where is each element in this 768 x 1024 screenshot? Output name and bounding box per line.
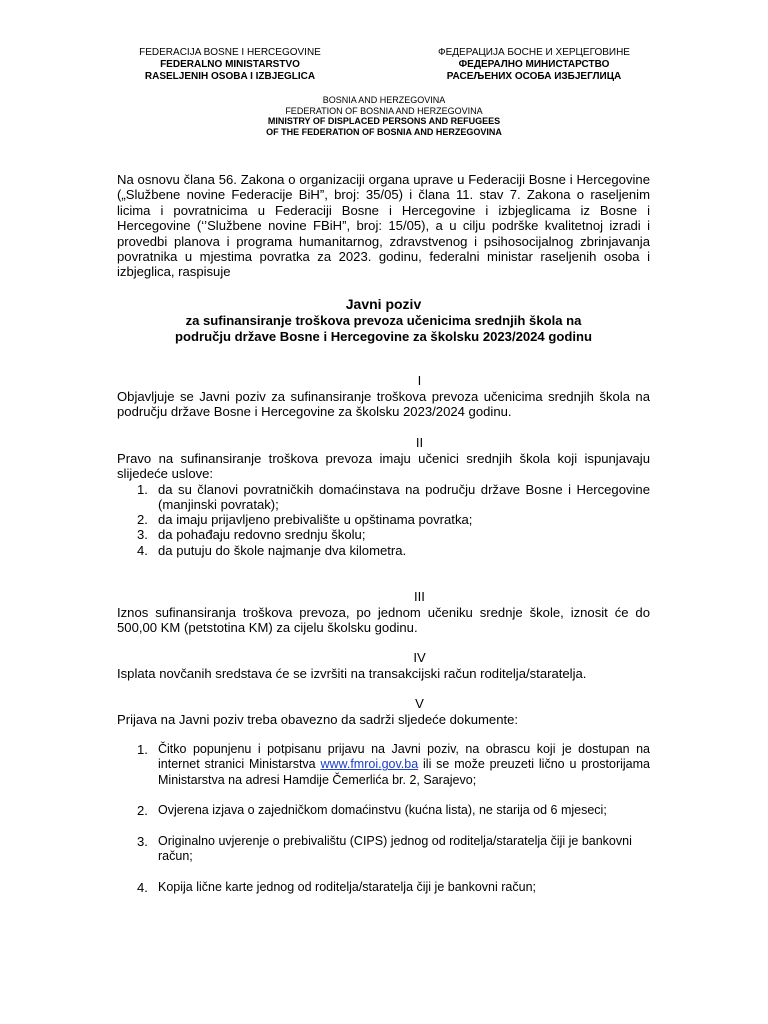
list-item-text: da pohađaju redovno srednju školu;: [158, 527, 366, 542]
header-right-line-3: РАСЕЉЕНИХ ОСОБА ИЗБЈЕГЛИЦА: [446, 71, 622, 82]
section-4-text: Isplata novčanih sredstava će se izvršiti na transakcijski račun roditelja/staratelja.: [117, 666, 587, 681]
subtitle-line-1: za sufinansiranje troškova prevoza učenicima srednjih škola na: [185, 313, 582, 328]
section-1-number: I: [417, 373, 422, 388]
ministry-website-link[interactable]: www.fmroi.gov.ba: [320, 757, 419, 772]
list-item: [117, 512, 650, 528]
section-5-number: V: [415, 696, 424, 711]
list-item-number: 2.: [137, 803, 148, 818]
list-item-text-after-link: ili se može preuzeti lično u prostorijama Ministarstva na adresi Hamdije Čemerlića br. 2, Sarajevo;: [158, 757, 650, 787]
section-2-text: Pravo na sufinansiranje troškova prevoza imaju učenici srednjih škola koji ispunjavaju slijedeće uslove:: [117, 451, 650, 482]
list-item-text: da putuju do škole najmanje dva kilometra.: [158, 543, 407, 558]
subtitle-line-2: području države Bosne i Hercegovine za školsku 2023/2024 godinu: [175, 329, 592, 344]
section-1-text: Objavljuje se Javni poziv za sufinansiranje troškova prevoza učenicima srednjih škola na području države Bosne i Hercegovine za školsku 2023/2024 godinu.: [117, 389, 650, 420]
list-item-text: Originalno uvjerenje o prebivalištu (CIPS) jednog od roditelja/staratelja čiji je bankovni račun;: [158, 834, 632, 864]
list-item: [117, 803, 650, 819]
header-left-line-3: RASELJENIH OSOBA I IZBJEGLICA: [144, 71, 316, 82]
list-item-text: Kopija lične karte jednog od roditelja/staratelja čiji je bankovni račun;: [158, 880, 536, 894]
list-item-number: 2.: [137, 512, 148, 527]
list-item-text: [158, 742, 650, 788]
header-center-english: [0, 95, 768, 137]
section-4-number: IV: [413, 650, 426, 665]
list-item: [117, 543, 650, 559]
list-item-number: 3.: [137, 834, 148, 849]
list-item: [117, 742, 650, 790]
list-item-number: 4.: [137, 543, 148, 558]
list-item-text: da su članovi povratničkih domaćinstava na području države Bosne i Hercegovine (manjinski povratak);: [158, 482, 650, 513]
header-center-line-3: MINISTRY OF DISPLACED PERSONS AND REFUGEES: [267, 116, 501, 126]
header-center-line-2: FEDERATION OF BOSNIA AND HERZEGOVINA: [285, 105, 483, 116]
list-item: [117, 834, 650, 866]
header-right-cyrillic: [424, 47, 644, 83]
list-item-number: 1.: [137, 742, 148, 757]
header-left-latin: [130, 47, 330, 83]
list-item-text: da imaju prijavljeno prebivalište u opštinama povratka;: [158, 512, 473, 527]
header-right-line-2: ФЕДЕРАЛНО МИНИСТАРСТВО: [458, 59, 610, 70]
list-item-number: 4.: [137, 880, 148, 895]
header-center-line-4: OF THE FEDERATION OF BOSNIA AND HERZEGOVINA: [266, 126, 502, 137]
list-item: [117, 527, 650, 543]
section-3-number: III: [414, 589, 425, 604]
header-right-line-1: ФЕДЕРАЦИЈА БОСНЕ И ХЕРЦЕГОВИНЕ: [438, 47, 630, 58]
document-subtitle: [117, 313, 650, 345]
intro-paragraph: Na osnovu člana 56. Zakona o organizaciji organa uprave u Federaciji Bosne i Hercegovine („Službene novine Federacije BiH”, broj: 35/05) i člana 11. stav 7. Zakona o raseljenim licima i povratnicima u Federaciji Bosne i Hercegovine i izbjeglicama iz Bosne i Hercegovine (‘’Službene novine FBiH”, broj: 15/05), a u cilju podrške kvalitetnoj izradi i provedbi planova i programa humanitarnog, zdravstvenog i psihosocijalnog zbrinjavanja povratnika u mjestima povratka za 2023. godinu, federalni ministar raseljenih osoba i izbjeglica, raspisuje: [117, 172, 650, 280]
list-item: [117, 880, 650, 896]
section-2-number: II: [415, 435, 424, 450]
list-item-number: 1.: [137, 482, 148, 497]
document-title: Javni poziv: [345, 296, 422, 312]
header-center-line-1: BOSNIA AND HERZEGOVINA: [322, 95, 446, 105]
list-item-text-before-link: Čitko popunjenu i potpisanu prijavu na Javni poziv, na obrascu koji je dostupan na internet stranici Ministarstva: [158, 742, 650, 772]
list-item: [117, 482, 650, 513]
list-item-number: 3.: [137, 527, 148, 542]
header-left-line-1: FEDERACIJA BOSNE I HERCEGOVINE: [139, 47, 321, 58]
section-5-text: Prijava na Javni poziv treba obavezno da sadrži sljedeće dokumente:: [117, 712, 519, 727]
list-item-text: Ovjerena izjava o zajedničkom domaćinstvu (kućna lista), ne starija od 6 mjeseci;: [158, 803, 607, 817]
header-left-line-2: FEDERALNO MINISTARSTVO: [160, 59, 300, 70]
section-3-text: Iznos sufinansiranja troškova prevoza, po jednom učeniku srednje škole, iznosit će do 500,00 KM (petstotina KM) za cijelu školsku godinu.: [117, 605, 650, 636]
